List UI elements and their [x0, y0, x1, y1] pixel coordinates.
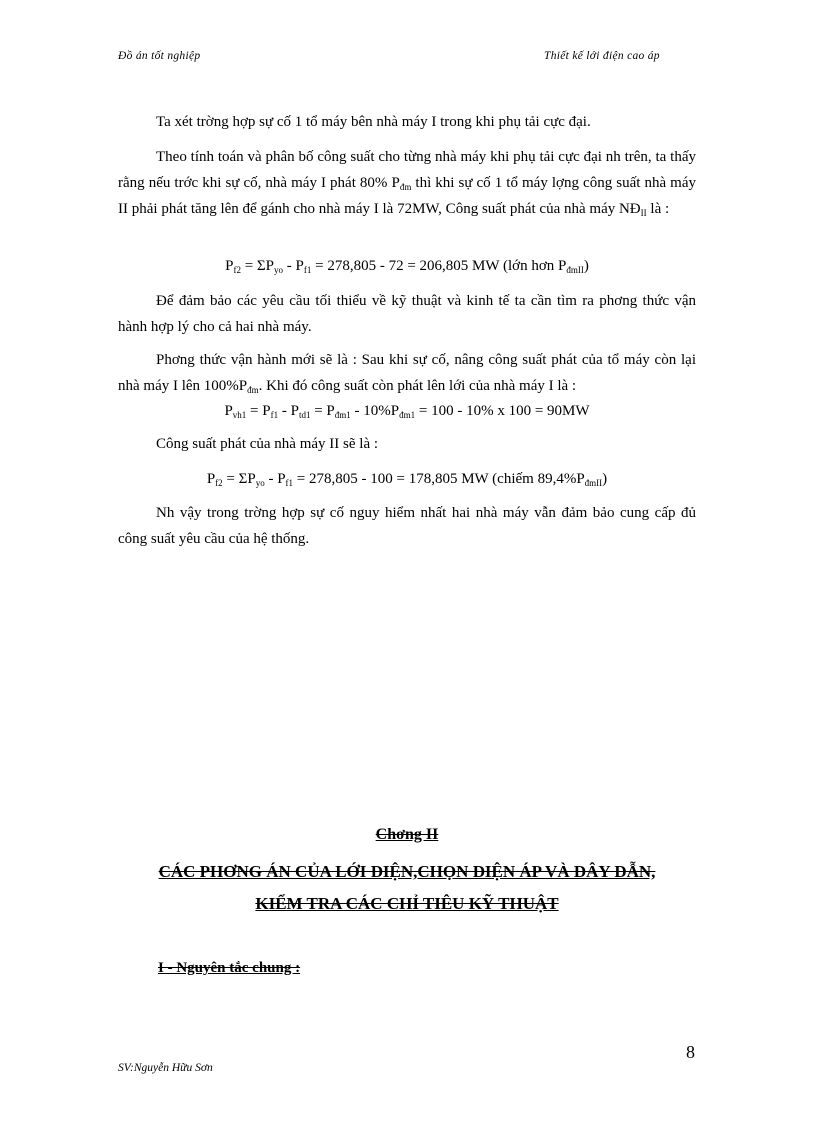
equation-2: $P_{vh1} = P_{f1} - P_{td1} = P_{đm1} - 10\%P_{đm1} = 100 - 10\%$ x 100 = 90MW	[224, 403, 590, 420]
equation-1: $P_{f2} = \Sigma P_{yo} - P_{f1} = 278,805 - 72 = 206,805$ MW (lớn hơn $P_{đmII}$)	[225, 258, 589, 275]
running-footer: SV:Nguyễn Hữu Sơn	[118, 1062, 213, 1074]
body-paragraph-2: Theo tính toán và phân bố công suất cho từng nhà máy khi phụ tải cực đại nh trên, ta thấy rằng nếu trớc khi sự cố, nhà máy I phát 80% $P_{đm}$ thì khi sự cố 1 tổ máy lợng công suất nhà máy II phải phát tăng lên để gánh cho nhà máy I là 72MW, Công suất phát của nhà máy $NĐ_{II}$ là :	[118, 149, 696, 218]
page-number: 8	[686, 1042, 695, 1062]
running-header-left: Đồ án tốt nghiệp	[118, 50, 201, 62]
body-paragraph-1: Ta xét trờng hợp sự cố 1 tổ máy bên nhà máy I trong khi phụ tải cực đại.	[156, 114, 591, 130]
chapter-title-line-1: CÁC PHƠNG ÁN CỦA LỚI ĐIỆN,CHỌN ĐIỆN ÁP VÀ DÂY DẪN,	[158, 862, 656, 881]
section-heading: I - Nguyên tắc chung :	[158, 960, 301, 976]
chapter-label: Chơng II	[375, 826, 439, 843]
running-header-right: Thiết kế lới điện cao áp	[544, 50, 660, 62]
body-paragraph-4: Phơng thức vận hành mới sẽ là : Sau khi sự cố, nâng công suất phát của tổ máy còn lại nhà máy I lên $100\%P_{đm}$. Khi đó công suất còn phát lên lới của nhà máy I là :	[118, 352, 696, 395]
equation-3: $P_{f2} = \Sigma P_{yo} - P_{f1} = 278,805 - 100 = 178,805$ MW (chiếm $89,4\%P_{đmII}$)	[206, 471, 608, 488]
body-paragraph-3: Để đảm bảo các yêu cầu tối thiểu về kỹ thuật và kinh tế ta cần tìm ra phơng thức vận hành hợp lý cho cả hai nhà máy.	[118, 293, 696, 335]
chapter-title-line-2: KIỂM TRA CÁC CHỈ TIÊU KỸ THUẬT	[255, 894, 559, 913]
body-paragraph-5: Công suất phát của nhà máy II sẽ là :	[156, 436, 379, 452]
body-paragraph-6: Nh vậy trong trờng hợp sự cố nguy hiểm nhất hai nhà máy vẫn đảm bảo cung cấp đủ công suất yêu cầu của hệ thống.	[118, 505, 696, 547]
